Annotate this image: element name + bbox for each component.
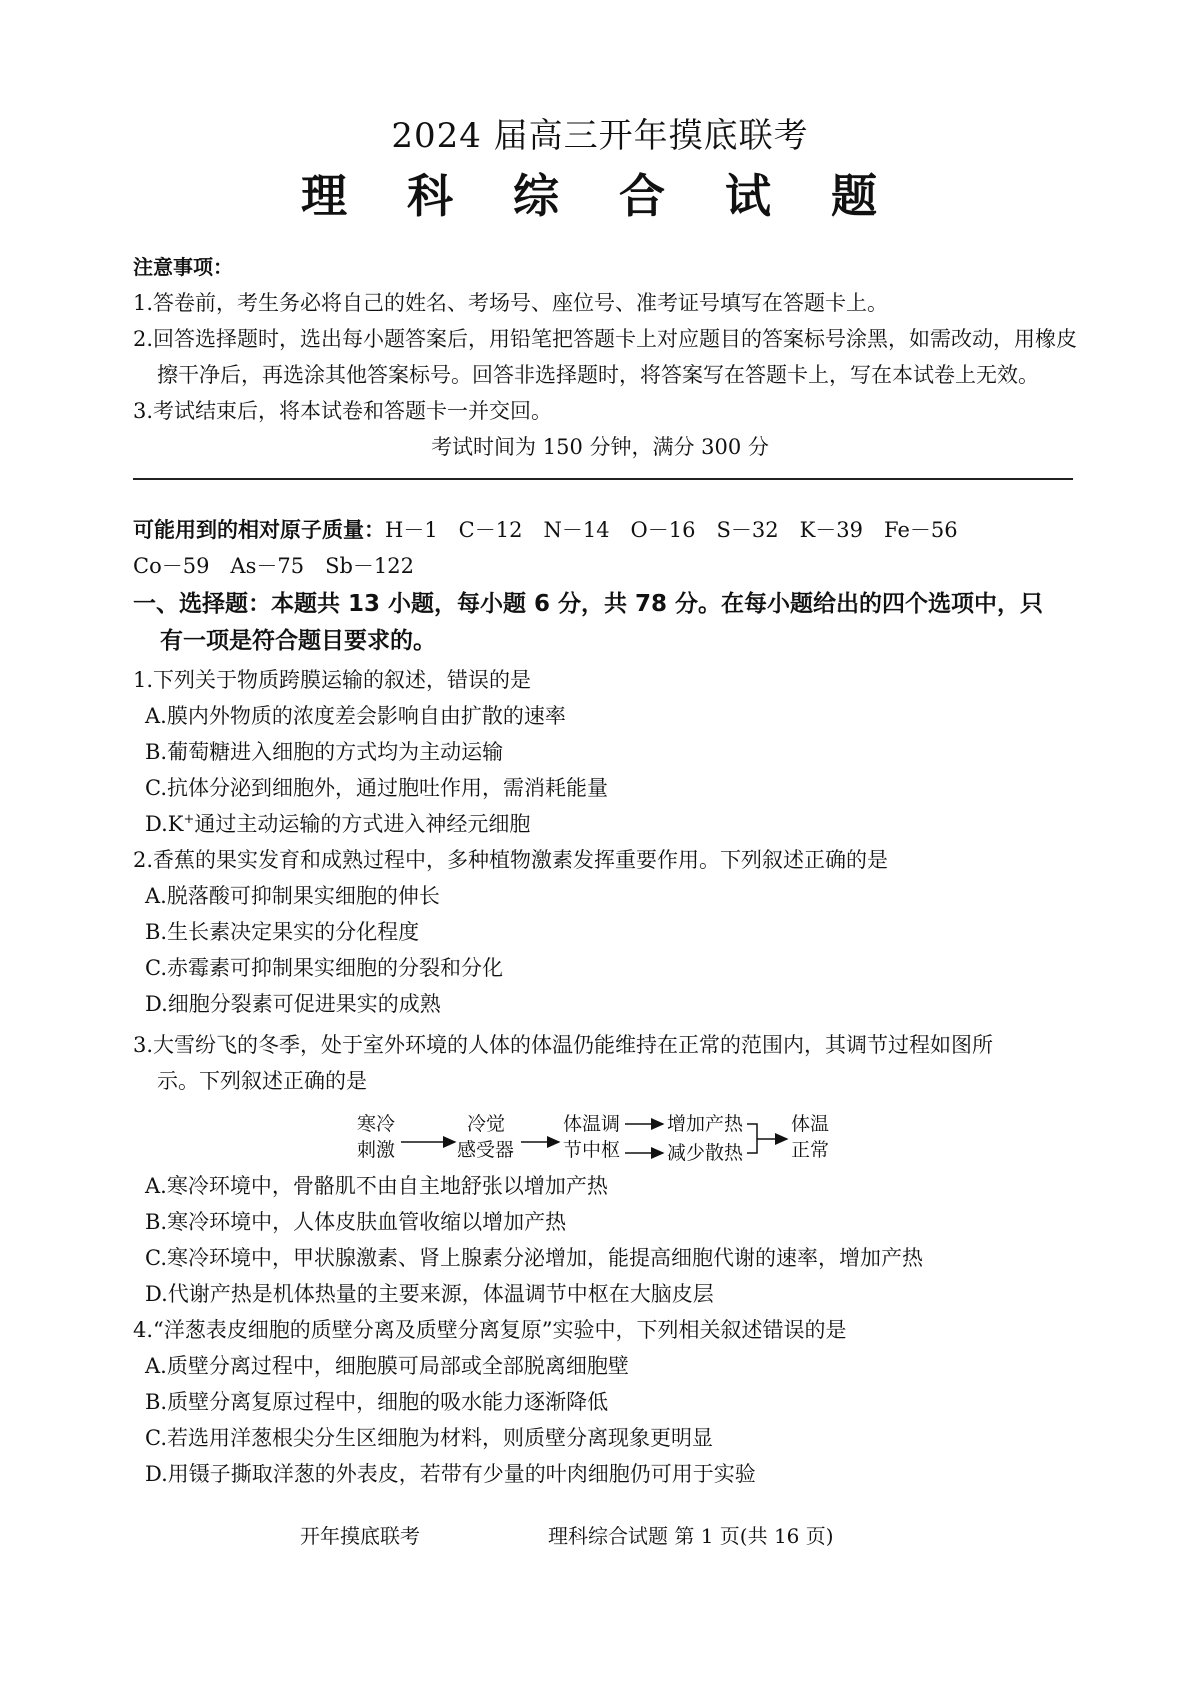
note-item-1: 1.答卷前，考生务必将自己的姓名、考场号、座位号、准考证号填写在答题卡上。 — [133, 291, 889, 315]
diagram-node-reduce-loss: 减少散热 — [667, 1142, 744, 1164]
thermoregulation-flow-diagram — [355, 1106, 875, 1168]
q2-option-d: D.细胞分裂素可促进果实的成熟 — [145, 992, 441, 1016]
footer-exam-name: 开年摸底联考 — [300, 1524, 420, 1548]
exam-title: 理 科 综 合 试 题 — [300, 169, 900, 223]
diagram-node-receptor-2: 感受器 — [457, 1139, 515, 1161]
diagram-node-cold-stimulus-2: 刺激 — [357, 1139, 396, 1161]
note-item-3: 3.考试结束后，将本试卷和答题卡一并交回。 — [133, 399, 553, 423]
q1-stem: 1.下列关于物质跨膜运输的叙述，错误的是 — [133, 668, 532, 692]
q4-option-a: A.质壁分离过程中，细胞膜可局部或全部脱离细胞壁 — [145, 1354, 629, 1378]
footer-page-info: 理科综合试题 第 1 页(共 16 页) — [548, 1524, 834, 1548]
q1-option-c: C.抗体分泌到细胞外，通过胞吐作用，需消耗能量 — [145, 776, 608, 800]
q1-option-a: A.膜内外物质的浓度差会影响自由扩散的速率 — [145, 704, 566, 728]
q2-option-b: B.生长素决定果实的分化程度 — [145, 920, 420, 944]
q1-option-d-text: D.K — [145, 812, 184, 836]
section-heading-line-2: 有一项是符合题目要求的。 — [160, 628, 436, 654]
q1-option-d-rest: 通过主动运输的方式进入神经元细胞 — [194, 812, 531, 836]
q1-option-b: B.葡萄糖进入细胞的方式均为主动运输 — [145, 740, 504, 764]
q1-option-d-superscript: + — [183, 812, 195, 827]
diagram-bracket-arrow — [747, 1124, 787, 1153]
diagram-node-receptor-1: 冷觉 — [467, 1113, 506, 1135]
diagram-node-center-2: 节中枢 — [563, 1139, 621, 1161]
q3-option-d: D.代谢产热是机体热量的主要来源，体温调节中枢在大脑皮层 — [145, 1282, 714, 1306]
atomic-masses-values-1: H－1 C－12 N－14 O－16 S－32 K－39 Fe－56 — [385, 518, 958, 542]
note-item-2-cont: 擦干净后，再选涂其他答案标号。回答非选择题时，将答案写在答题卡上，写在本试卷上无效。 — [157, 363, 1039, 387]
atomic-masses-line-1 — [133, 515, 958, 545]
atomic-masses-line-2: Co－59 As－75 Sb－122 — [133, 554, 415, 578]
q3-option-b: B.寒冷环境中，人体皮肤血管收缩以增加产热 — [145, 1210, 567, 1234]
q4-option-b: B.质壁分离复原过程中，细胞的吸水能力逐渐降低 — [145, 1390, 609, 1414]
diagram-node-center-1: 体温调 — [563, 1113, 621, 1135]
notes-heading: 注意事项： — [133, 255, 233, 279]
q3-stem-1: 3.大雪纷飞的冬季，处于室外环境的人体的体温仍能维持在正常的范围内，其调节过程如图所 — [133, 1033, 994, 1057]
q4-option-d: D.用镊子撕取洋葱的外表皮，若带有少量的叶肉细胞仍可用于实验 — [145, 1462, 756, 1486]
q4-option-c: C.若选用洋葱根尖分生区细胞为材料，则质壁分离现象更明显 — [145, 1426, 713, 1450]
q4-stem: 4.“洋葱表皮细胞的质壁分离及质壁分离复原”实验中，下列相关叙述错误的是 — [133, 1318, 847, 1342]
q3-stem-2: 示。下列叙述正确的是 — [157, 1069, 367, 1093]
diagram-node-normal-temp-2: 正常 — [791, 1139, 830, 1161]
diagram-node-normal-temp-1: 体温 — [791, 1113, 830, 1135]
q2-option-c: C.赤霉素可抑制果实细胞的分裂和分化 — [145, 956, 503, 980]
exam-subtitle: 2024 届高三开年摸底联考 — [391, 116, 809, 156]
q2-option-a: A.脱落酸可抑制果实细胞的伸长 — [145, 884, 440, 908]
q3-option-a: A.寒冷环境中，骨骼肌不由自主地舒张以增加产热 — [145, 1174, 608, 1198]
q3-option-c: C.寒冷环境中，甲状腺激素、肾上腺素分泌增加，能提高细胞代谢的速率，增加产热 — [145, 1246, 923, 1270]
section-heading-line-1: 一、选择题：本题共 13 小题，每小题 6 分，共 78 分。在每小题给出的四个选项中，只 — [133, 591, 1044, 617]
exam-time-line: 考试时间为 150 分钟，满分 300 分 — [431, 435, 769, 459]
diagram-node-cold-stimulus-1: 寒冷 — [357, 1113, 396, 1135]
diagram-node-increase-heat: 增加产热 — [667, 1113, 744, 1135]
divider-rule — [133, 478, 1073, 480]
atomic-masses-label: 可能用到的相对原子质量： — [133, 518, 385, 542]
q1-option-d — [145, 809, 530, 839]
q2-stem: 2.香蕉的果实发育和成熟过程中，多种植物激素发挥重要作用。下列叙述正确的是 — [133, 848, 889, 872]
note-item-2: 2.回答选择题时，选出每小题答案后，用铅笔把答题卡上对应题目的答案标号涂黑，如需改动，用橡皮 — [133, 327, 1078, 351]
